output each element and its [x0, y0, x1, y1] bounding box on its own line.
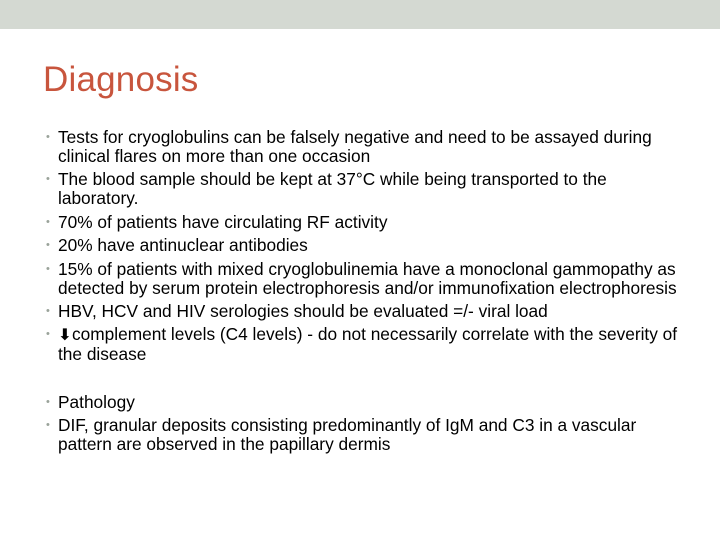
slide-title: Diagnosis	[43, 60, 199, 99]
bullet-icon: •	[46, 131, 50, 143]
down-arrow-icon: ⬇	[58, 327, 72, 345]
bullet-icon: •	[46, 173, 50, 186]
spacer	[46, 369, 686, 393]
bullet-icon: •	[46, 328, 50, 341]
bullet-icon: •	[46, 239, 50, 252]
bullet-list-main	[46, 128, 686, 364]
slide-body	[46, 128, 686, 459]
bullet-item: • HBV, HCV and HIV serologies should be evaluated =/- viral load	[46, 300, 548, 321]
bullet-icon: •	[46, 215, 50, 228]
bullet-item: • Tests for cryoglobulins can be falsely negative and need to be assayed during clinical flares on more than one occasion	[46, 127, 652, 166]
bullet-item: • The blood sample should be kept at 37°C while being transported to the laboratory.	[46, 169, 607, 209]
bullet-icon: •	[46, 419, 50, 432]
bullet-item: • 15% of patients with mixed cryoglobulinemia have a monoclonal gammopathy as detected by serum protein electrophoresis and/or immunofixation electrophoresis	[46, 258, 677, 298]
bullet-item: • Pathology	[46, 391, 135, 412]
bullet-icon: •	[46, 304, 50, 317]
bullet-item: • DIF, granular deposits consisting predominantly of IgM and C3 in a vascular pattern are observed in the papillary dermis	[46, 415, 637, 455]
bullet-icon: •	[46, 395, 50, 408]
top-decorative-band	[0, 0, 720, 29]
bullet-item: • 20% have antinuclear antibodies	[46, 235, 308, 256]
bullet-list-pathology	[46, 393, 686, 454]
bullet-icon: •	[46, 262, 50, 275]
bullet-item: • ⬇complement levels (C4 levels) - do not necessarily correlate with the severity of the disease	[46, 324, 678, 365]
bullet-item: • 70% of patients have circulating RF activity	[46, 211, 388, 232]
